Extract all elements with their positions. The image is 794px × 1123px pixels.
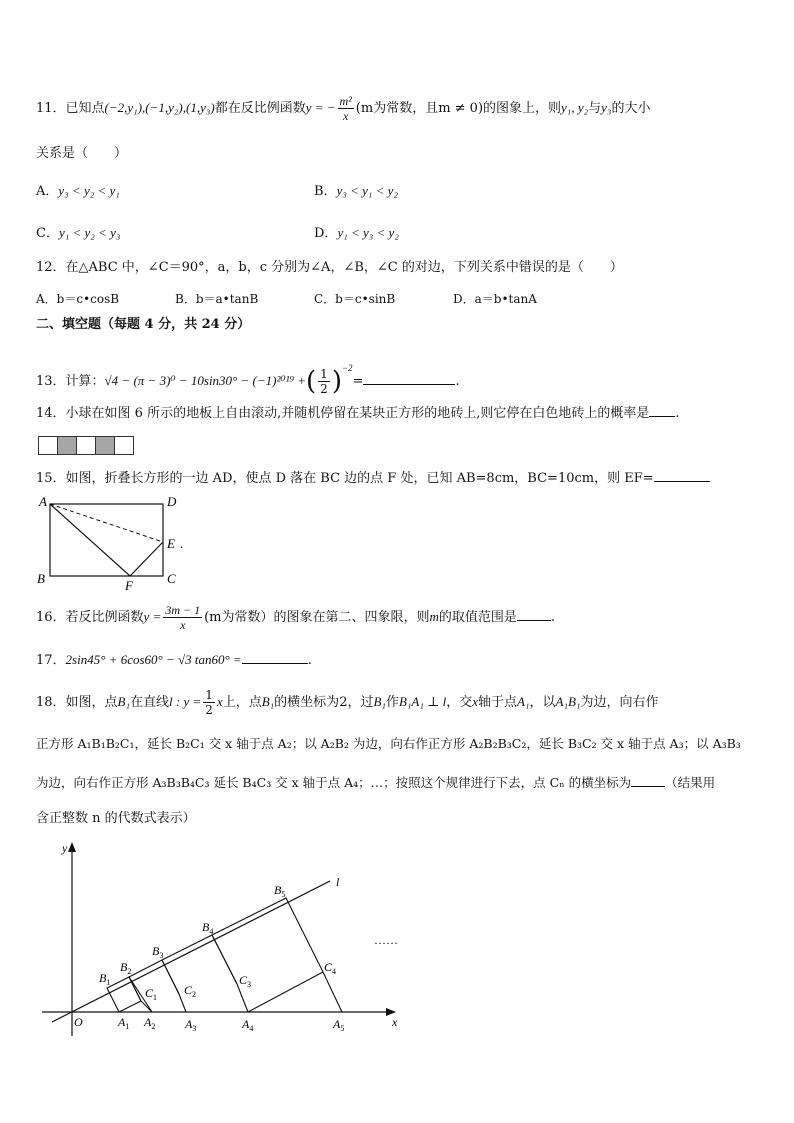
q18-half-num: 1 bbox=[205, 688, 213, 702]
q16-label: 16．若反比例函数 bbox=[36, 610, 144, 625]
q15-segment-af bbox=[50, 504, 130, 576]
q13-end: . bbox=[455, 374, 460, 389]
fig-label-a2: $A_2$ bbox=[144, 1015, 156, 1031]
q12-option-b: B．b＝a•tanB bbox=[175, 292, 259, 306]
q18-l1-e: ，过 bbox=[347, 695, 374, 710]
q18-b1-3: B₁ bbox=[373, 694, 386, 709]
q11-option-a-expr: y₃ < y₂ < y₁ bbox=[58, 183, 120, 198]
q15-line bbox=[36, 469, 710, 489]
q18-line3-text: 为边，向右作正方形 A₃B₃B₄C₃ 延长 B₄C₃ 交 x 轴于点 A₄；…；按照这个规律进行下去，点 Cₙ 的横坐标为 bbox=[36, 775, 632, 790]
fig-label-a5: $A_5$ bbox=[333, 1017, 345, 1033]
q11-option-c bbox=[36, 223, 120, 244]
q17-label: 17． bbox=[36, 653, 66, 668]
q18-answer-blank[interactable] bbox=[631, 774, 665, 787]
q14-line bbox=[36, 404, 679, 424]
q11-text2: (m为常数，且m ≠ 0)的图象上，则 bbox=[355, 101, 562, 116]
q12-option-d: D．a＝b•tanA bbox=[453, 292, 537, 306]
q11-text4: 的大小 bbox=[611, 101, 651, 116]
q18-line4: 含正整数 n 的代数式表示） bbox=[36, 811, 196, 826]
line-c4-a5 bbox=[323, 972, 342, 1012]
q16-var: m bbox=[429, 609, 439, 624]
q15-answer-blank[interactable] bbox=[654, 469, 710, 482]
q13-exponent: −2 bbox=[341, 363, 353, 373]
q13-fraction bbox=[318, 367, 330, 396]
q18-b1: B₁ bbox=[117, 694, 131, 709]
section-title: 二、填空题（每题 4 分，共 24 分） bbox=[36, 317, 251, 332]
q17-line bbox=[36, 650, 312, 671]
q13-line bbox=[36, 352, 460, 398]
fig-label-b1: $B_1$ bbox=[99, 971, 111, 987]
q11-func-num: m² bbox=[339, 94, 352, 108]
q14-text: 14．小球在如图 6 所示的地板上自由滚动,并随机停留在某块正方形的地砖上,则它停在白色地砖上的概率是 bbox=[36, 406, 650, 421]
fig-dots: …… bbox=[374, 933, 398, 947]
fig-label-c3: $C_3$ bbox=[239, 973, 252, 989]
square-3 bbox=[162, 935, 237, 994]
q14-tile-gray bbox=[58, 437, 77, 454]
q11-func-lhs: y = − bbox=[305, 100, 336, 115]
q11-option-b-label: B． bbox=[314, 184, 337, 199]
q11-text1: 都在反比例函数 bbox=[214, 101, 306, 116]
q11-option-b bbox=[314, 181, 398, 202]
fig-label-c4: $C_4$ bbox=[324, 960, 337, 976]
q11-option-d-expr: y₁ < y₃ < y₂ bbox=[337, 225, 399, 240]
fig-label-b4: $B_4$ bbox=[202, 920, 214, 936]
q14-tile-gray bbox=[96, 437, 115, 454]
q15-text: 15．如图，折叠长方形的一边 AD，使点 D 落在 BC 边的点 F 处，已知 AB=8cm，BC=10cm，则 EF= bbox=[36, 471, 654, 486]
q18-line2: 正方形 A₁B₁B₂C₁，延长 B₂C₁ 交 x 轴于点 A₂；以 A₂B₂ 为边，向右作正方形 A₂B₂B₃C₂，延长 B₃C₂ 交 x 轴于点 A₃；以 A₃B₃ bbox=[36, 736, 741, 751]
q12-option-c: C．b＝c•sinB bbox=[314, 292, 396, 306]
q11-number: 11．已知点 bbox=[36, 101, 105, 116]
q16-end: . bbox=[550, 610, 556, 625]
fig-label-y: y bbox=[62, 841, 68, 855]
q18-perp: B₁A₁ ⊥ l bbox=[398, 694, 447, 709]
q14-answer-blank[interactable] bbox=[649, 404, 675, 417]
q18-l1-b: 在直线 bbox=[130, 695, 170, 710]
q14-tile-white bbox=[39, 437, 58, 454]
q18-line1 bbox=[36, 685, 658, 720]
q11-line1 bbox=[36, 94, 650, 123]
q18-figure bbox=[36, 836, 416, 1042]
q11-option-a bbox=[36, 181, 120, 202]
q15-label-e: E bbox=[167, 536, 175, 551]
q16-answer-blank[interactable] bbox=[517, 608, 551, 621]
q13-answer-blank[interactable] bbox=[363, 372, 455, 385]
q11-option-c-label: C． bbox=[36, 226, 59, 241]
q15-label-e-dot: . bbox=[180, 536, 184, 551]
q18-a1: A₁ bbox=[517, 694, 530, 709]
q14-tile-strip bbox=[38, 436, 134, 455]
q18-l1-j: 为边，向右作 bbox=[580, 695, 659, 710]
fig-label-a3: $A_3$ bbox=[185, 1017, 197, 1033]
q16-line bbox=[36, 600, 555, 635]
fig-label-x: x bbox=[392, 1015, 398, 1029]
fig-label-o: O bbox=[74, 1015, 83, 1029]
square-4 bbox=[212, 898, 323, 984]
q11-option-b-expr: y₃ < y₁ < y₂ bbox=[336, 183, 398, 198]
q11-text3: 与 bbox=[588, 101, 602, 116]
q12-stem: 12．在△ABC 中，∠C＝90°，a，b，c 分别为∠A，∠B，∠C 的对边，下列关系中错误的是（ ） bbox=[36, 260, 623, 275]
q15-fold-line bbox=[50, 504, 163, 542]
q12-option-a: A．b＝c•cosB bbox=[36, 292, 120, 306]
q15-label-c: C bbox=[167, 571, 176, 586]
y-axis-arrow bbox=[68, 842, 76, 852]
q15-label-d: D bbox=[167, 494, 177, 509]
q18-line3 bbox=[36, 773, 715, 793]
square-1 bbox=[107, 977, 141, 1012]
q15-segment-fe bbox=[130, 542, 163, 576]
q13-label: 13．计算： bbox=[36, 374, 105, 389]
q18-half bbox=[203, 688, 215, 717]
q16-text: (m为常数）的图象在第二、四象限，则 bbox=[204, 610, 430, 625]
q18-l1-h: 轴于点 bbox=[478, 695, 518, 710]
q11-option-d bbox=[314, 223, 399, 244]
q13-frac-den: 2 bbox=[320, 382, 328, 396]
q18-half-den: 2 bbox=[205, 703, 213, 717]
fig-label-a4: $A_4$ bbox=[242, 1017, 254, 1033]
q16-text2: 的取值范围是 bbox=[438, 610, 517, 625]
q18-l1-g: ，交 bbox=[446, 695, 473, 710]
q18-a1b1: A₁B₁ bbox=[555, 694, 581, 709]
q15-label-f: F bbox=[125, 578, 133, 592]
q16-func-lhs: y = bbox=[143, 609, 162, 624]
q15-label-b: B bbox=[37, 571, 45, 586]
q18-x-suffix: x bbox=[216, 694, 223, 709]
q11-var3: y₃ bbox=[601, 100, 612, 115]
fig-label-b3: $B_3$ bbox=[152, 944, 164, 960]
q11-option-d-label: D． bbox=[314, 226, 338, 241]
fig-label-a1: $A_1$ bbox=[118, 1015, 130, 1031]
fig-label-b5: $B_5$ bbox=[274, 883, 286, 899]
q18-l1-d: 的横坐标为 bbox=[274, 695, 340, 710]
q16-fraction bbox=[163, 603, 202, 632]
q14-end: . bbox=[675, 406, 680, 421]
fig-label-c2: $C_2$ bbox=[184, 983, 197, 999]
q17-answer-blank[interactable] bbox=[242, 651, 308, 664]
q17-end: . bbox=[307, 653, 312, 668]
q17-expr: 2sin45° + 6cos60° − √3 tan60° = bbox=[65, 652, 242, 667]
q13-frac-num: 1 bbox=[320, 367, 328, 381]
q11-vars: y₁, y₂ bbox=[561, 100, 589, 115]
q11-line2: 关系是（ ） bbox=[36, 146, 128, 161]
q13-expr: √4 − (π − 3)⁰ − 10sin30° − (−1)²⁰¹⁹ + bbox=[104, 373, 307, 388]
q11-option-a-label: A． bbox=[36, 184, 59, 199]
q16-func-den: x bbox=[180, 618, 186, 632]
q18-line3-end: （结果用 bbox=[665, 775, 716, 790]
q15-label-a: A bbox=[39, 494, 47, 509]
fig-label-c1: $C_1$ bbox=[145, 986, 158, 1002]
q18-l1-f: 作 bbox=[385, 695, 399, 710]
q18-x: x bbox=[472, 694, 479, 709]
q18-l1-i: ，以 bbox=[529, 695, 556, 710]
q16-func-num: 3m − 1 bbox=[165, 603, 201, 617]
q18-l1-a: 18．如图，点 bbox=[36, 695, 118, 710]
q18-l-eq: l : y = bbox=[169, 694, 202, 709]
q11-points: (−2,y₁),(−1,y₂),(1,y₃) bbox=[104, 100, 215, 115]
q18-b1-2: B₁ bbox=[261, 694, 275, 709]
q13-left-paren: ( bbox=[306, 366, 317, 397]
fig-label-l: l bbox=[336, 875, 340, 889]
q11-option-c-expr: y₁ < y₂ < y₃ bbox=[58, 225, 121, 240]
fig-label-b2: $B_2$ bbox=[120, 960, 132, 976]
q13-eq: = bbox=[352, 374, 364, 389]
q13-right-paren: ) bbox=[331, 366, 342, 397]
q15-figure bbox=[30, 492, 200, 592]
q14-tile-white bbox=[115, 437, 133, 454]
q11-func-fraction bbox=[338, 94, 354, 123]
line-a4-c4 bbox=[248, 972, 323, 1012]
q11-func-den: x bbox=[343, 109, 349, 123]
q14-tile-white bbox=[77, 437, 96, 454]
q18-two: 2 bbox=[339, 695, 348, 710]
q15-rectangle bbox=[50, 504, 163, 576]
q18-l1-c: 上，点 bbox=[222, 695, 262, 710]
